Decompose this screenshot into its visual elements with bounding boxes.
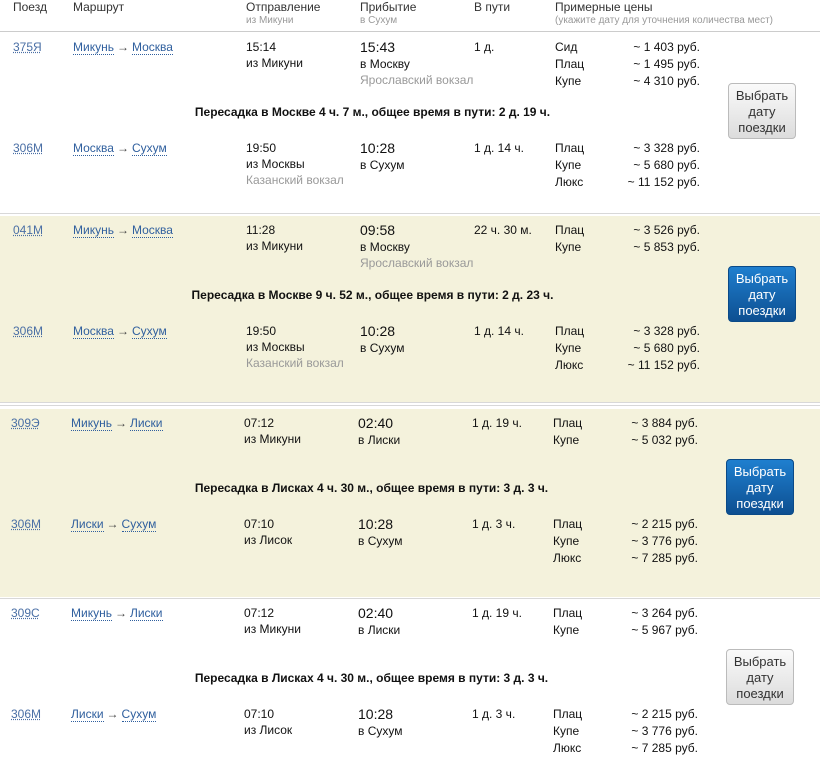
seat-class: Плац: [555, 57, 585, 71]
train-number-link[interactable]: 306М: [13, 324, 44, 338]
col-duration: В пути: [474, 0, 511, 14]
col-route: Маршрут: [73, 0, 125, 14]
arrival-station: Ярославский вокзал: [360, 73, 474, 87]
arrival-time: 02:40: [358, 415, 394, 431]
arrival-time: 10:28: [358, 706, 394, 722]
choose-date-button-label: дату: [748, 287, 776, 302]
route: [71, 516, 156, 532]
choose-date-button-label: поездки: [736, 686, 784, 701]
divider: [0, 213, 820, 214]
col-train: Поезд: [13, 0, 47, 14]
arrow-right-icon: →: [114, 416, 127, 430]
seat-price: ~ 4 310 руб.: [633, 74, 700, 88]
seat-price: ~ 3 526 руб.: [633, 223, 700, 237]
travel-duration: 1 д. 3 ч.: [472, 707, 516, 721]
seat-price: ~ 5 967 руб.: [631, 623, 698, 637]
travel-duration: 22 ч. 30 м.: [474, 223, 532, 237]
seat-price: ~ 3 328 руб.: [633, 141, 700, 155]
seat-class: Люкс: [553, 551, 582, 565]
train-number-link[interactable]: 306М: [13, 141, 44, 155]
seat-price: ~ 5 853 руб.: [633, 240, 700, 254]
route-from-link[interactable]: Микунь: [71, 416, 112, 430]
departure-from: из Москвы: [246, 157, 305, 171]
choose-date-button-label: дату: [746, 480, 774, 495]
seat-class: Купе: [553, 433, 580, 447]
train-number-link[interactable]: 309С: [11, 606, 40, 620]
seat-class: Купе: [555, 74, 582, 88]
col-arrival: Прибытие: [360, 0, 417, 14]
route-to-link[interactable]: Сухум: [121, 517, 157, 531]
departure-from: из Москвы: [246, 340, 305, 354]
departure-from: из Лисок: [244, 533, 293, 547]
departure-time: 19:50: [246, 141, 277, 155]
route-to-link[interactable]: Москва: [131, 223, 173, 237]
travel-duration: 1 д. 14 ч.: [474, 324, 524, 338]
arrival-to: в Москву: [360, 57, 410, 71]
departure-time: 15:14: [246, 40, 277, 54]
seat-price: ~ 5 680 руб.: [633, 158, 700, 172]
choose-date-button-label: Выбрать: [735, 88, 789, 103]
arrow-right-icon: →: [116, 324, 129, 338]
route-from-link[interactable]: Микунь: [71, 606, 112, 620]
route-to-link[interactable]: Лиски: [129, 606, 163, 620]
route-from-link[interactable]: Москва: [73, 324, 114, 338]
seat-class: Плац: [553, 517, 583, 531]
train-number-link[interactable]: 306М: [11, 707, 42, 721]
train-number-link[interactable]: 375Я: [13, 40, 42, 54]
choose-date-button[interactable]: [728, 266, 796, 322]
seat-class: Плац: [553, 707, 583, 721]
seat-class: Люкс: [555, 175, 584, 189]
seat-price: ~ 7 285 руб.: [631, 741, 698, 755]
route: [73, 222, 173, 238]
trip-option: [0, 409, 820, 597]
arrow-right-icon: →: [116, 141, 129, 155]
col-prices-sub: (укажите дату для уточнения количества мест): [555, 15, 773, 26]
seat-class: Люкс: [553, 741, 582, 755]
seat-price: ~ 1 495 руб.: [633, 57, 700, 71]
departure-from: из Микуни: [246, 56, 303, 70]
departure-from: из Микуни: [246, 239, 303, 253]
arrow-right-icon: →: [116, 223, 129, 237]
route-from-link[interactable]: Микунь: [73, 40, 114, 54]
departure-time: 07:10: [244, 707, 275, 721]
arrow-right-icon: →: [106, 707, 119, 721]
seat-class: Плац: [555, 223, 585, 237]
travel-duration: 1 д.: [474, 40, 495, 54]
route: [73, 140, 167, 156]
route-to-link[interactable]: Сухум: [131, 141, 167, 155]
choose-date-button[interactable]: [726, 649, 794, 705]
seat-class: Плац: [555, 141, 585, 155]
transfer-info: Пересадка в Лисках 4 ч. 30 м., общее время в пути: 3 д. 3 ч.: [194, 671, 549, 685]
trip-option: [0, 216, 820, 402]
choose-date-button-label: Выбрать: [733, 464, 787, 479]
departure-station: Казанский вокзал: [246, 356, 344, 370]
route-from-link[interactable]: Микунь: [73, 223, 114, 237]
col-arrival-sub: в Сухум: [360, 15, 398, 26]
route-from-link[interactable]: Лиски: [71, 517, 104, 531]
seat-class: Купе: [555, 158, 582, 172]
train-number-link[interactable]: 309Э: [11, 416, 40, 430]
seat-price: ~ 3 776 руб.: [631, 534, 698, 548]
arrow-right-icon: →: [106, 517, 119, 531]
seat-class: Сид: [555, 40, 578, 54]
col-departure-sub: из Микуни: [246, 15, 294, 26]
arrival-time: 15:43: [360, 39, 396, 55]
choose-date-button-label: поездки: [738, 303, 786, 318]
route: [71, 605, 163, 621]
seat-class: Плац: [555, 324, 585, 338]
departure-from: из Микуни: [244, 622, 301, 636]
table-header: [0, 0, 820, 32]
seat-price: ~ 3 264 руб.: [631, 606, 698, 620]
arrow-right-icon: →: [114, 606, 127, 620]
transfer-info: Пересадка в Москве 4 ч. 7 м., общее время в пути: 2 д. 19 ч.: [194, 105, 551, 119]
seat-class: Плац: [553, 416, 583, 430]
arrival-to: в Лиски: [358, 623, 401, 637]
seat-price: ~ 7 285 руб.: [631, 551, 698, 565]
train-number-link[interactable]: 306М: [11, 517, 42, 531]
col-prices: Примерные цены: [555, 0, 653, 14]
arrival-time: 10:28: [360, 140, 396, 156]
route: [71, 415, 163, 431]
route-to-link[interactable]: Москва: [131, 40, 173, 54]
divider: [0, 402, 820, 406]
arrival-station: Ярославский вокзал: [360, 256, 474, 270]
arrow-right-icon: →: [116, 40, 129, 54]
departure-time: 19:50: [246, 324, 277, 338]
arrival-to: в Сухум: [360, 341, 405, 355]
departure-from: из Микуни: [244, 432, 301, 446]
departure-station: Казанский вокзал: [246, 173, 344, 187]
train-number-link[interactable]: 041М: [13, 223, 44, 237]
seat-class: Купе: [555, 240, 582, 254]
departure-time: 11:28: [246, 223, 276, 237]
travel-duration: 1 д. 14 ч.: [474, 141, 524, 155]
transfer-info: Пересадка в Москве 9 ч. 52 м., общее время в пути: 2 д. 23 ч.: [191, 288, 554, 302]
seat-price: ~ 5 032 руб.: [631, 433, 698, 447]
seat-price: ~ 3 776 руб.: [631, 724, 698, 738]
travel-duration: 1 д. 19 ч.: [472, 606, 522, 620]
arrival-time: 02:40: [358, 605, 394, 621]
choose-date-button-label: поездки: [736, 496, 784, 511]
choose-date-button-label: Выбрать: [733, 654, 787, 669]
choose-date-button[interactable]: [726, 459, 794, 515]
seat-class: Купе: [555, 341, 582, 355]
arrival-time: 10:28: [358, 516, 394, 532]
seat-price: ~ 3 884 руб.: [631, 416, 698, 430]
route-from-link[interactable]: Лиски: [71, 707, 104, 721]
trip-option: [0, 599, 820, 781]
seat-class: Купе: [553, 534, 580, 548]
choose-date-button-label: дату: [746, 670, 774, 685]
choose-date-button-label: дату: [748, 104, 776, 119]
seat-class: Купе: [553, 623, 580, 637]
departure-time: 07:12: [244, 606, 275, 620]
route-to-link[interactable]: Сухум: [121, 707, 157, 721]
col-departure: Отправление: [246, 0, 321, 14]
travel-duration: 1 д. 19 ч.: [472, 416, 522, 430]
seat-price: ~ 2 215 руб.: [631, 517, 698, 531]
arrival-to: в Москву: [360, 240, 410, 254]
seat-price: ~ 11 152 руб.: [627, 175, 700, 189]
arrival-to: в Сухум: [360, 158, 405, 172]
route: [73, 323, 167, 339]
arrival-time: 09:58: [360, 222, 396, 238]
seat-price: ~ 1 403 руб.: [633, 40, 700, 54]
departure-time: 07:10: [244, 517, 275, 531]
route: [71, 706, 156, 722]
route-to-link[interactable]: Сухум: [131, 324, 167, 338]
seat-price: ~ 2 215 руб.: [631, 707, 698, 721]
choose-date-button-label: поездки: [738, 120, 786, 135]
seat-price: ~ 5 680 руб.: [633, 341, 700, 355]
arrival-time: 10:28: [360, 323, 396, 339]
arrival-to: в Сухум: [358, 724, 403, 738]
choose-date-button[interactable]: [728, 83, 796, 139]
seat-class: Плац: [553, 606, 583, 620]
route-to-link[interactable]: Лиски: [129, 416, 163, 430]
choose-date-button-label: Выбрать: [735, 271, 789, 286]
arrival-to: в Сухум: [358, 534, 403, 548]
departure-from: из Лисок: [244, 723, 293, 737]
transfer-info: Пересадка в Лисках 4 ч. 30 м., общее время в пути: 3 д. 3 ч.: [194, 481, 549, 495]
route: [73, 39, 173, 55]
travel-duration: 1 д. 3 ч.: [472, 517, 516, 531]
route-from-link[interactable]: Москва: [73, 141, 114, 155]
seat-class: Люкс: [555, 358, 584, 372]
trip-option: [0, 33, 820, 213]
seat-price: ~ 3 328 руб.: [633, 324, 700, 338]
arrival-to: в Лиски: [358, 433, 401, 447]
seat-class: Купе: [553, 724, 580, 738]
seat-price: ~ 11 152 руб.: [627, 358, 700, 372]
departure-time: 07:12: [244, 416, 275, 430]
